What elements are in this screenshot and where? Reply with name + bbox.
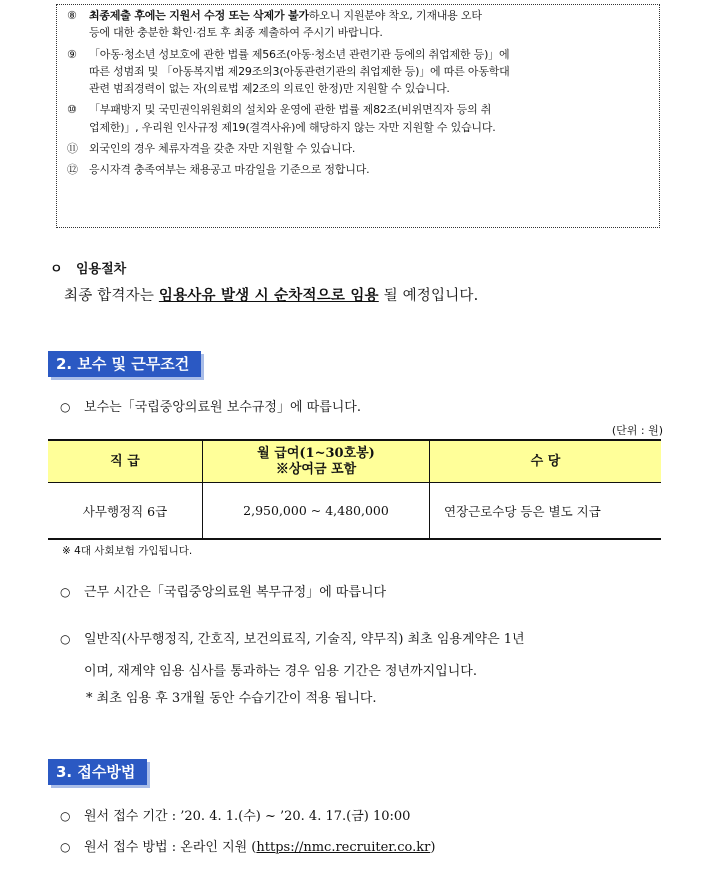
- notice-item-number: ⑪: [67, 142, 78, 156]
- notice-item-number: [67, 80, 89, 97]
- notice-bold-text: 최종제출 후에는 지원서 수정 또는 삭제가 불가: [89, 9, 309, 22]
- contract-info: [60, 623, 525, 688]
- bullet-icon: ○: [60, 400, 71, 414]
- application-method-suffix: ): [430, 840, 436, 855]
- bullet-icon: ○: [60, 585, 71, 599]
- contract-line2: 이며, 재계약 임용 심사를 통과하는 경우 임용 기간은 정년까지입니다.: [84, 664, 477, 679]
- application-period: [60, 806, 410, 827]
- notice-text-part: 등에 대한 충분한 확인·검토 후 최종 제출하여 주시기 바랍니다.: [89, 26, 383, 40]
- notice-item-number: ⑧: [67, 9, 77, 22]
- notice-line: [67, 140, 651, 157]
- notice-item-number: [67, 24, 89, 41]
- recruiter-link[interactable]: https://nmc.recruiter.co.kr: [256, 840, 431, 855]
- notice-text-part: 외국인의 경우 체류자격을 갖춘 자만 지원할 수 있습니다.: [89, 142, 356, 156]
- notice-box: [56, 4, 660, 228]
- notice-text-part: 업제한)」, 우리원 인사규정 제19(결격사유)에 해당하지 않는 자만 지원할 수 있습니다.: [89, 120, 496, 134]
- application-method: [60, 837, 435, 858]
- header-salary-line1: 월 급여(1~30호봉): [257, 445, 375, 461]
- header-salary: [203, 440, 430, 483]
- salary-rule-text: 보수는「국립중앙의료원 보수규정」에 따릅니다.: [84, 400, 361, 415]
- notice-line: [67, 119, 651, 136]
- notice-item-text: [89, 101, 651, 118]
- bullet-icon: ○: [60, 840, 71, 854]
- procedure-text-after: 될 예정입니다.: [378, 288, 479, 304]
- notice-item-number: ⑫: [67, 163, 78, 177]
- notice-item-text: [89, 119, 651, 136]
- cell-allowance: 연장근로수당 등은 별도 지급: [430, 483, 662, 540]
- cell-grade: 사무행정직 6급: [48, 483, 203, 540]
- notice-line: [67, 63, 651, 80]
- notice-line: [67, 24, 651, 41]
- notice-text-part: 「부패방지 및 국민권익위원회의 설치와 운영에 관한 법률 제82조(비위면직자 등의 취: [89, 103, 492, 117]
- notice-line: [67, 7, 651, 24]
- notice-item-number: ⑩: [67, 103, 77, 117]
- section3-tag: 3. 접수방법: [48, 759, 147, 785]
- notice-text-part: 「아동·청소년 성보호에 관한 법률 제56조(아동·청소년 관련기관 등에의 취업제한 등)」에: [89, 47, 510, 61]
- section2-tag: 2. 보수 및 근무조건: [48, 351, 201, 377]
- insurance-note: ※ 4대 사회보험 가입됩니다.: [62, 545, 193, 557]
- notice-item-number: ⑨: [67, 47, 77, 61]
- notice-line: [67, 101, 651, 118]
- application-method-prefix: 원서 접수 방법 : 온라인 지원 (: [84, 840, 257, 855]
- notice-item-text: [89, 24, 651, 41]
- notice-item-text: [89, 161, 651, 178]
- notice-line: [67, 46, 651, 63]
- notice-item-text: [89, 80, 651, 97]
- procedure-heading-text: 임용절차: [76, 262, 127, 277]
- notice-line: [67, 80, 651, 97]
- notice-item-text: [89, 140, 651, 157]
- notice-text-part: 응시자격 충족여부는 채용공고 마감일을 기준으로 정합니다.: [89, 163, 370, 177]
- notice-text-part: 하오니 지원분야 착오, 기재내용 오타: [308, 9, 482, 22]
- work-hours-text: 근무 시간은「국립중앙의료원 복무규정」에 따릅니다: [84, 585, 387, 600]
- notice-text-part: 따른 성범죄 및 「아동복지법 제29조의3(아동관련기관의 취업제한 등)」에 따른 아동학대: [89, 64, 510, 78]
- header-allowance: 수 당: [430, 440, 662, 483]
- salary-table: [48, 439, 661, 540]
- bullet-icon: ○: [60, 632, 71, 646]
- notice-text-part: 관련 범죄경력이 없는 자(의료법 제2조의 의료인 한정)만 지원할 수 있습니다.: [89, 82, 450, 96]
- bullet-icon: ○: [60, 809, 71, 823]
- procedure-text: [64, 284, 478, 305]
- notice-item-text: [89, 46, 651, 63]
- notice-item-text: [89, 7, 651, 24]
- probation-note: * 최초 임용 후 3개월 동안 수습기간이 적용 됩니다.: [86, 691, 377, 706]
- contract-line1: 일반직(사무행정직, 간호직, 보건의료직, 기술직, 약무직) 최초 임용계약은 1년: [84, 632, 525, 647]
- header-grade: 직 급: [48, 440, 203, 483]
- procedure-bullet: ㅇ: [50, 262, 63, 277]
- procedure-text-before: 최종 합격자는: [64, 288, 159, 304]
- header-salary-line2: ※상여금 포함: [275, 461, 357, 477]
- procedure-heading: [50, 258, 126, 277]
- cell-salary: 2,950,000 ~ 4,480,000: [203, 483, 430, 540]
- table-row: [48, 483, 661, 540]
- notice-item-number: [67, 119, 89, 136]
- procedure-text-underlined: 임용사유 발생 시 순차적으로 임용: [158, 287, 379, 304]
- salary-rule: [60, 397, 361, 418]
- notice-line: [67, 161, 651, 178]
- notice-item-number: [67, 63, 89, 80]
- application-period-text: 원서 접수 기간 : ’20. 4. 1.(수) ~ ’20. 4. 17.(금) 10:00: [84, 809, 411, 824]
- work-hours: [60, 582, 386, 603]
- notice-item-text: [89, 63, 651, 80]
- unit-label: (단위 : 원): [611, 424, 663, 437]
